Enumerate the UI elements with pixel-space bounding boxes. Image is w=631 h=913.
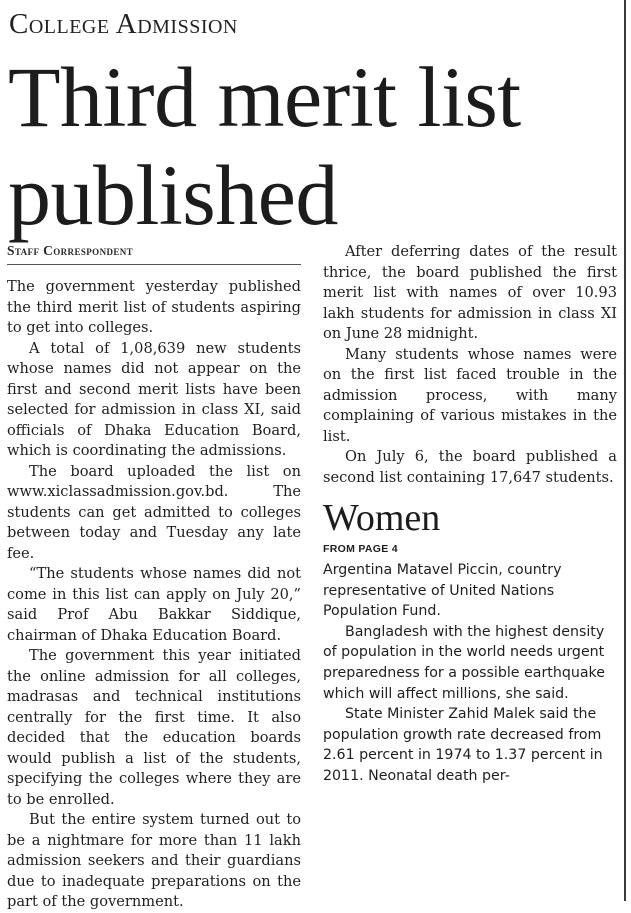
story-paragraph: Bangladesh with the highest density of population in the world needs urgent preparedness for a possible earthquake which will affect millions, she said. — [323, 623, 605, 702]
article-column-2 — [323, 242, 617, 787]
article-paragraph: The government this year initiated the online admission for all colleges, madrasas and technical institutions centrally for the first time. It also decided that the education boards would publish a list of the students, specifying the colleges where they are to be enrolled. — [7, 647, 301, 808]
jump-line: FROM PAGE 4 — [323, 543, 398, 555]
column-divider-rule — [624, 0, 626, 901]
article-paragraph: The board uploaded the list on www.xiclassadmission.gov.bd. The students can get admitted to colleges between today and Tuesday any late fee. — [7, 462, 301, 562]
story-paragraph: Argentina Matavel Piccin, country representative of United Nations Population Fund. — [323, 562, 562, 620]
headline: Third merit list published — [8, 49, 521, 243]
story-paragraph: State Minister Zahid Malek said the population growth rate decreased from 2.61 percent in 1974 to 1.37 percent in 2011. Neonatal death per- — [323, 706, 603, 784]
article-paragraph: On July 6, the board published a second list containing 17,647 students. — [323, 448, 617, 486]
article-paragraph: Many students whose names were on the first list faced trouble in the admission process, with many complaining of various mistakes in the list. — [323, 345, 617, 445]
continued-story-body — [323, 560, 617, 787]
section-kicker: College Admission — [9, 8, 238, 40]
article-column-1 — [7, 242, 301, 913]
article-paragraph: But the entire system turned out to be a nightmare for more than 11 lakh admission seekers and their guardians due to inadequate preparations on the part of the government. — [7, 811, 301, 910]
article-paragraph: The government yesterday published the third merit list of students aspiring to get into colleges. — [7, 278, 301, 336]
article-paragraph: “The students whose names did not come in this list can apply on July 20,” said Prof Abu Bakkar Siddique, chairman of Dhaka Education Board. — [7, 565, 301, 644]
article-paragraph: After deferring dates of the result thrice, the board published the first merit list with names of over 10.93 lakh students for admission in class XI on June 28 midnight. — [323, 243, 617, 342]
article-paragraph: A total of 1,08,639 new students whose names did not appear on the first and second merit lists have been selected for admission in class XI, said officials of Dhaka Education Board, which is coordinating the admissions. — [7, 339, 301, 459]
byline: Staff Correspondent — [7, 242, 301, 265]
continued-story-heading: Women — [323, 497, 441, 539]
